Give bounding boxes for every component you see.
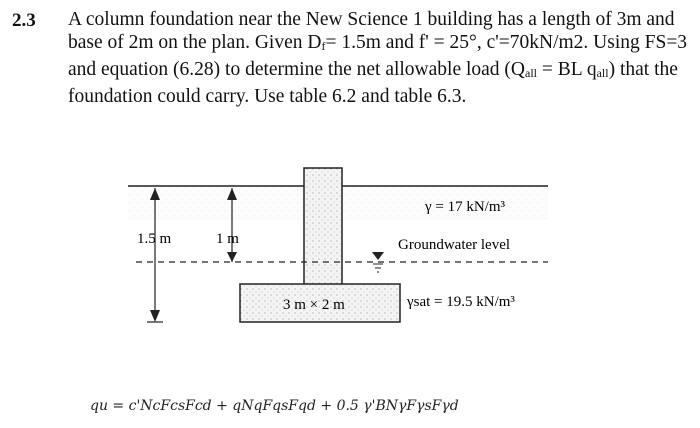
problem-line-2: base of 2m on the plan. Given Df= 1.5m and f' = 25°, c'=70kN/m2. Using FS=3 <box>68 32 688 53</box>
groundwater-label: Groundwater level <box>398 237 511 253</box>
problem-line-4: foundation could carry. Use table 6.2 and table 6.3. <box>68 86 467 107</box>
arrow-down-1m <box>227 252 237 262</box>
bearing-capacity-formula: qu = c'NcFcsFcd + qNqFqsFqd + 0.5 γ'BNγFγsFγd <box>90 398 459 414</box>
arrow-down-1-5m <box>150 310 160 322</box>
problem-number: 2.3 <box>12 10 36 31</box>
gw-depth-label: 1 m <box>216 231 239 247</box>
problem-line-1: A column foundation near the New Science 1 building has a length of 3m and <box>68 9 675 30</box>
depth-label: 1.5 m <box>137 231 172 247</box>
water-table-icon <box>372 252 384 260</box>
footing-label: 3 m × 2 m <box>283 297 345 313</box>
problem-line-3: and equation (6.28) to determine the net allowable load (Qall = BL qall) that the <box>68 59 678 80</box>
gamma-sat-label: γsat = 19.5 kN/m³ <box>407 294 515 310</box>
column <box>304 168 342 286</box>
gamma-label: γ = 17 kN/m³ <box>425 199 506 215</box>
